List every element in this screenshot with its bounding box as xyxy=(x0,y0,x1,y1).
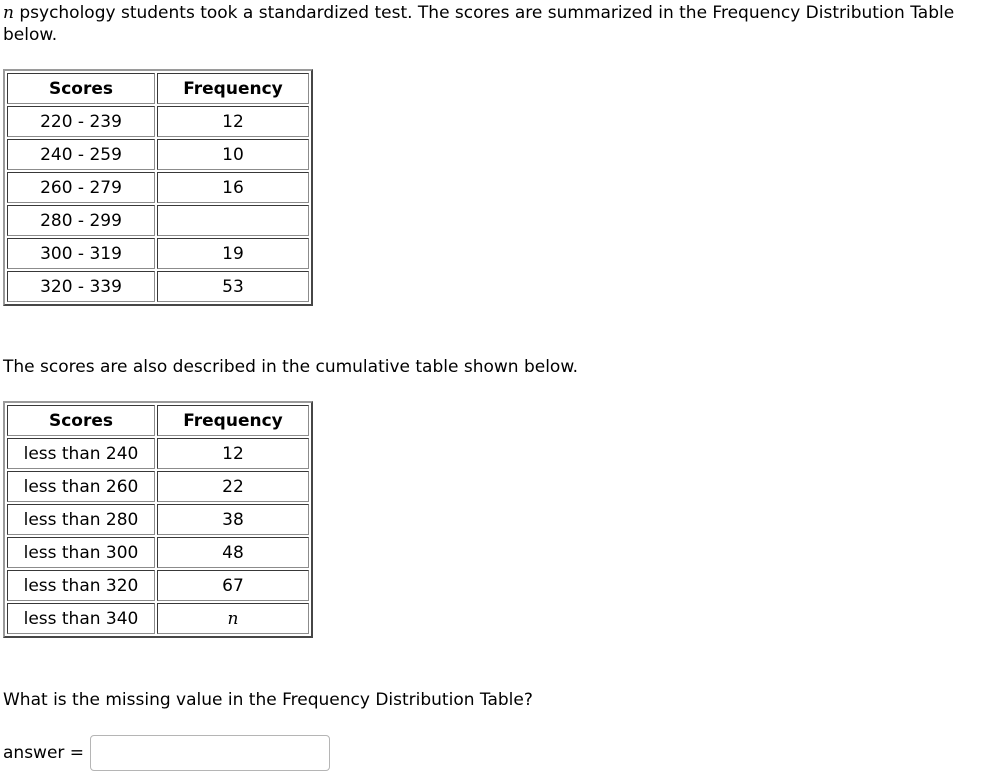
scores-cell: less than 240 xyxy=(7,438,155,469)
table-row xyxy=(7,438,309,469)
intro-text: psychology students took a standardized test. The scores are summarized in the Frequency Distribution Table below. xyxy=(3,3,955,45)
table-row xyxy=(7,238,309,269)
scores-cell: 240 - 259 xyxy=(7,139,155,170)
frequency-cell: 22 xyxy=(157,471,309,502)
cumulative-frequency-table xyxy=(3,401,313,638)
scores-cell: less than 260 xyxy=(7,471,155,502)
scores-cell: 260 - 279 xyxy=(7,172,155,203)
header-frequency: Frequency xyxy=(157,73,309,104)
intro-variable-n: n xyxy=(3,3,14,23)
scores-cell: 320 - 339 xyxy=(7,271,155,302)
table-row xyxy=(7,537,309,568)
scores-cell: less than 280 xyxy=(7,504,155,535)
table-row xyxy=(7,504,309,535)
table-row xyxy=(7,139,309,170)
frequency-cell: 10 xyxy=(157,139,309,170)
header-scores: Scores xyxy=(7,405,155,436)
frequency-cell: 16 xyxy=(157,172,309,203)
intro-paragraph xyxy=(3,2,963,46)
table-row xyxy=(7,205,309,236)
table-row xyxy=(7,106,309,137)
header-frequency: Frequency xyxy=(157,405,309,436)
answer-label: answer = xyxy=(3,743,85,763)
frequency-cell: 53 xyxy=(157,271,309,302)
frequency-cell: 67 xyxy=(157,570,309,601)
scores-cell: 300 - 319 xyxy=(7,238,155,269)
frequency-cell: 12 xyxy=(157,106,309,137)
table-header-row xyxy=(7,73,309,104)
scores-cell: less than 300 xyxy=(7,537,155,568)
frequency-cell: 48 xyxy=(157,537,309,568)
table-row xyxy=(7,471,309,502)
missing-frequency-cell xyxy=(157,205,309,236)
frequency-cell: 38 xyxy=(157,504,309,535)
table-row xyxy=(7,570,309,601)
answer-input[interactable] xyxy=(90,735,330,771)
scores-cell: 220 - 239 xyxy=(7,106,155,137)
frequency-cell: 19 xyxy=(157,238,309,269)
frequency-cell: 12 xyxy=(157,438,309,469)
table-row xyxy=(7,271,309,302)
scores-cell: less than 340 xyxy=(7,603,155,634)
question-paragraph: What is the missing value in the Frequency Distribution Table? xyxy=(3,690,533,710)
frequency-cell-variable-n: n xyxy=(157,603,309,634)
header-scores: Scores xyxy=(7,73,155,104)
table-row xyxy=(7,172,309,203)
table-header-row xyxy=(7,405,309,436)
scores-cell: 280 - 299 xyxy=(7,205,155,236)
table-row xyxy=(7,603,309,634)
scores-cell: less than 320 xyxy=(7,570,155,601)
frequency-distribution-table xyxy=(3,69,313,306)
cumulative-paragraph: The scores are also described in the cumulative table shown below. xyxy=(3,357,579,377)
answer-row xyxy=(3,735,330,771)
